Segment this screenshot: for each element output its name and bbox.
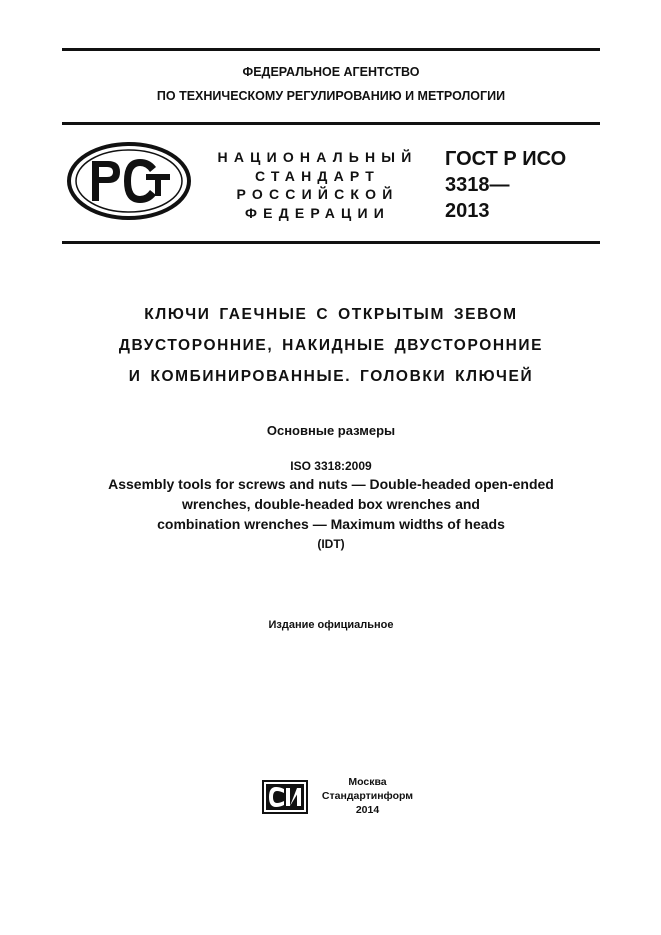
publisher-name: Стандартинформ bbox=[321, 790, 414, 802]
designation-line-3: 2013 bbox=[445, 200, 490, 222]
publisher-year: 2014 bbox=[355, 804, 380, 816]
iso-reference: ISO 3318:2009 bbox=[290, 459, 372, 473]
idt-marker: (IDT) bbox=[317, 537, 345, 551]
english-title-line-1: Assembly tools for screws and nuts — Double-headed open-ended bbox=[108, 476, 554, 492]
national-standard-line-1: НАЦИОНАЛЬНЫЙ bbox=[217, 149, 418, 165]
agency-line-1: ФЕДЕРАЛЬНОЕ АГЕНТСТВО bbox=[242, 65, 420, 79]
header-rule-top bbox=[62, 122, 600, 125]
english-title-line-3: combination wrenches — Maximum widths of heads bbox=[157, 516, 505, 532]
standartinform-logo-icon bbox=[262, 780, 308, 814]
designation-line-1: ГОСТ Р ИСО bbox=[445, 148, 567, 170]
subtitle: Основные размеры bbox=[266, 423, 396, 438]
national-standard-line-3: РОССИЙСКОЙ bbox=[236, 186, 399, 202]
english-title-line-2: wrenches, double-headed box wrenches and bbox=[182, 496, 480, 512]
designation-line-2: 3318— bbox=[445, 174, 510, 196]
publisher-city: Москва bbox=[348, 776, 387, 788]
header-rule-bottom bbox=[62, 241, 600, 244]
top-rule bbox=[62, 48, 600, 51]
rst-logo-icon bbox=[66, 141, 192, 221]
official-edition: Издание официальное bbox=[268, 619, 394, 631]
national-standard-line-2: СТАНДАРТ bbox=[254, 167, 381, 184]
title-line-2: ДВУСТОРОННИЕ, НАКИДНЫЕ ДВУСТОРОННИЕ bbox=[118, 337, 544, 354]
agency-line-2: ПО ТЕХНИЧЕСКОМУ РЕГУЛИРОВАНИЮ И МЕТРОЛОГИИ bbox=[156, 89, 506, 103]
national-standard-line-4: ФЕДЕРАЦИИ bbox=[245, 204, 390, 221]
title-line-1: КЛЮЧИ ГАЕЧНЫЕ С ОТКРЫТЫМ ЗЕВОМ bbox=[144, 306, 518, 323]
title-line-3: И КОМБИНИРОВАННЫЕ. ГОЛОВКИ КЛЮЧЕЙ bbox=[128, 368, 534, 385]
